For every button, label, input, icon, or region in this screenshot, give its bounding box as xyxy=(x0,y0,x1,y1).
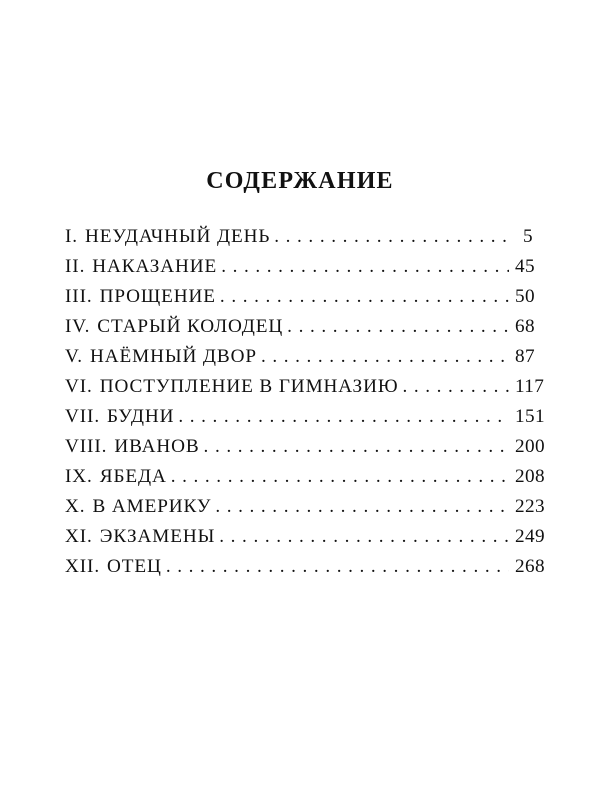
page-number: 117 xyxy=(515,376,545,397)
dot-leader xyxy=(402,376,509,398)
page-number: 5 xyxy=(523,226,533,247)
chapter-number: II. xyxy=(65,256,86,277)
dot-leader xyxy=(274,226,509,248)
chapter-title: НЕУДАЧНЫЙ ДЕНЬ xyxy=(85,226,271,247)
toc-entry-5 xyxy=(65,346,533,376)
chapter-title: НАЁМНЫЙ ДВОР xyxy=(89,346,257,367)
page-number: 249 xyxy=(515,526,545,547)
dot-leader xyxy=(215,496,509,518)
chapter-number: IV. xyxy=(65,316,91,337)
page-number: 45 xyxy=(515,256,535,277)
toc-entry-9 xyxy=(65,466,545,496)
chapter-number: IX. xyxy=(65,466,93,487)
table-of-contents xyxy=(65,226,545,586)
toc-entry-12 xyxy=(65,556,545,586)
chapter-number: X. xyxy=(65,496,86,517)
page-number: 268 xyxy=(515,556,545,577)
page-number: 50 xyxy=(515,286,535,307)
chapter-number: I. xyxy=(65,226,78,247)
dot-leader xyxy=(220,286,509,308)
page-number: 200 xyxy=(515,436,545,457)
chapter-title: ИВАНОВ xyxy=(114,436,200,457)
chapter-title: БУДНИ xyxy=(107,406,175,427)
dot-leader xyxy=(287,316,509,338)
chapter-title: ПОСТУПЛЕНИЕ В ГИМНАЗИЮ xyxy=(99,376,399,397)
page-number: 208 xyxy=(515,466,545,487)
chapter-number: XII. xyxy=(65,556,101,577)
chapter-title: ЭКЗАМЕНЫ xyxy=(99,526,216,547)
chapter-number: V. xyxy=(65,346,83,367)
dot-leader xyxy=(178,406,509,428)
chapter-title: В АМЕРИКУ xyxy=(92,496,212,517)
chapter-title: СТАРЫЙ КОЛОДЕЦ xyxy=(97,316,284,337)
toc-entry-7 xyxy=(65,406,545,436)
chapter-title: ЯБЕДА xyxy=(99,466,167,487)
toc-entry-4 xyxy=(65,316,533,346)
toc-entry-6 xyxy=(65,376,545,406)
page-number: 151 xyxy=(515,406,545,427)
toc-entry-2 xyxy=(65,256,533,286)
dot-leader xyxy=(219,526,509,548)
dot-leader xyxy=(221,256,509,278)
chapter-number: VI. xyxy=(65,376,93,397)
toc-entry-3 xyxy=(65,286,533,316)
dot-leader xyxy=(261,346,509,368)
chapter-title: ОТЕЦ xyxy=(107,556,162,577)
dot-leader xyxy=(166,556,509,578)
chapter-number: VII. xyxy=(65,406,101,427)
page-number: 223 xyxy=(515,496,545,517)
chapter-number: XI. xyxy=(65,526,93,547)
dot-leader xyxy=(171,466,509,488)
page-title: СОДЕРЖАНИЕ xyxy=(206,168,394,194)
chapter-number: III. xyxy=(65,286,93,307)
toc-entry-10 xyxy=(65,496,545,526)
chapter-number: VIII. xyxy=(65,436,108,457)
page-number: 87 xyxy=(515,346,535,367)
toc-entry-8 xyxy=(65,436,545,466)
chapter-title: ПРОЩЕНИЕ xyxy=(99,286,216,307)
chapter-title: НАКАЗАНИЕ xyxy=(92,256,218,277)
toc-entry-1 xyxy=(65,226,533,256)
page-number: 68 xyxy=(515,316,535,337)
dot-leader xyxy=(204,436,509,458)
toc-entry-11 xyxy=(65,526,545,556)
